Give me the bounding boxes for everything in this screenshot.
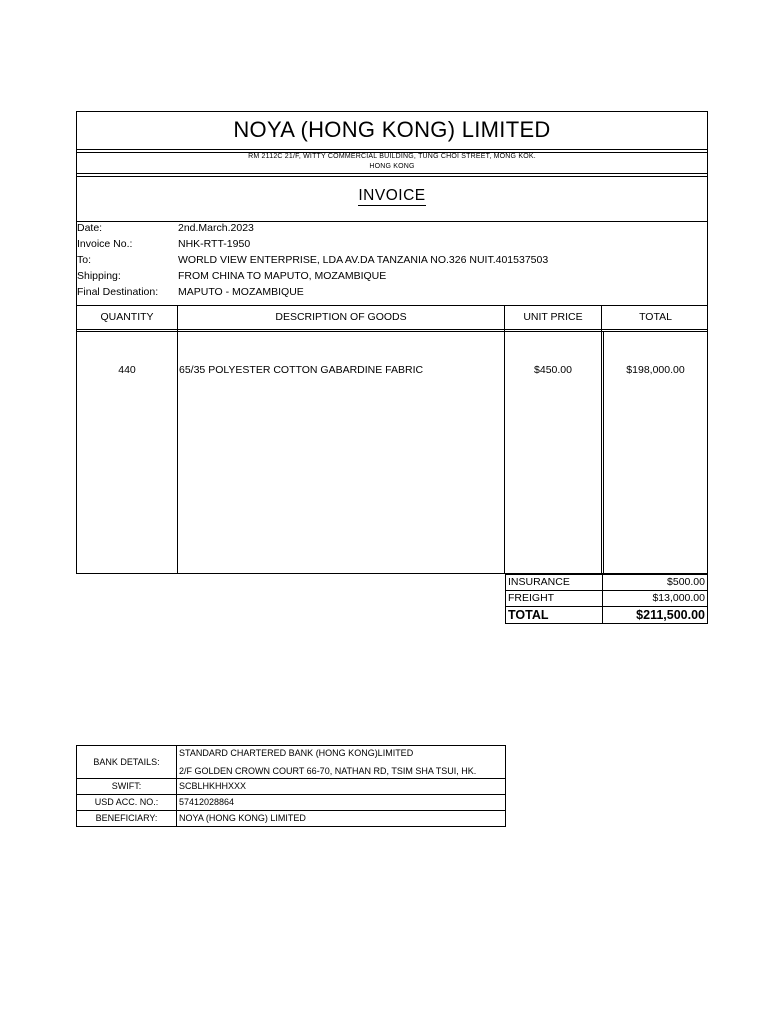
col-divider-1 [177, 305, 178, 574]
total-label: TOTAL [505, 606, 603, 624]
beneficiary-value: NOYA (HONG KONG) LIMITED [179, 813, 306, 823]
table-header-top-rule [76, 305, 708, 306]
swift-value: SCBLHKHHXXX [179, 781, 247, 791]
col-divider-2 [504, 305, 505, 574]
freight-label: FREIGHT [505, 590, 603, 607]
header-rule-bottom [76, 173, 708, 174]
invoice-title-text: INVOICE [358, 187, 426, 204]
column-header-total: TOTAL [639, 311, 672, 323]
beneficiary-label: BENEFICIARY: [95, 813, 158, 823]
header-rule-top [76, 149, 708, 150]
bank-row-rule-2 [76, 794, 506, 795]
freight-value: $13,000.00 [602, 590, 708, 607]
bank-row-rule-1 [76, 778, 506, 779]
bank-name: STANDARD CHARTERED BANK (HONG KONG)LIMITED [179, 748, 414, 758]
invoice-title [76, 186, 708, 206]
item-unit-price: $450.00 [534, 364, 572, 376]
table-header-bottom-rule-double [76, 331, 708, 332]
bank-row-rule-3 [76, 810, 506, 811]
company-address-line2: HONG KONG [369, 163, 415, 170]
insurance-value: $500.00 [602, 574, 708, 591]
item-description: 65/35 POLYESTER COTTON GABARDINE FABRIC [179, 364, 424, 376]
date-value: 2nd.March.2023 [178, 222, 254, 234]
header-rule-bottom-double [76, 176, 708, 177]
company-name: NOYA (HONG KONG) LIMITED [233, 117, 551, 142]
item-total: $198,000.00 [626, 364, 685, 376]
swift-label: SWIFT: [111, 781, 142, 791]
column-header-unit-price: UNIT PRICE [523, 311, 583, 323]
company-address-line1: RM 2112C 21/F, WITTY COMMERCIAL BUILDING, TUNG CHOI STREET, MONG KOK. [248, 153, 536, 160]
insurance-label: INSURANCE [505, 574, 603, 591]
column-header-description: DESCRIPTION OF GOODS [275, 311, 407, 323]
bank-details-label: BANK DETAILS: [93, 757, 160, 767]
invoice-no-value: NHK-RTT-1950 [178, 238, 251, 250]
bank-table-divider [176, 745, 177, 827]
col-divider-3 [601, 305, 602, 574]
final-destination-value: MAPUTO - MOZAMBIQUE [178, 286, 304, 298]
final-destination-label: Final Destination: [77, 286, 159, 298]
bank-address: 2/F GOLDEN CROWN COURT 66-70, NATHAN RD, TSIM SHA TSUI, HK. [179, 766, 477, 776]
total-value: $211,500.00 [602, 606, 708, 624]
table-header-bottom-rule [76, 329, 708, 330]
invoice-no-label: Invoice No.: [77, 238, 133, 250]
to-value: WORLD VIEW ENTERPRISE, LDA AV.DA TANZANIA NO.326 NUIT.401537503 [178, 254, 549, 266]
shipping-label: Shipping: [77, 270, 121, 282]
usd-account-label: USD ACC. NO.: [94, 797, 159, 807]
date-label: Date: [77, 222, 103, 234]
to-label: To: [77, 254, 92, 266]
shipping-value: FROM CHINA TO MAPUTO, MOZAMBIQUE [178, 270, 387, 282]
invoice-frame [76, 111, 708, 574]
usd-account-value: 57412028864 [179, 797, 235, 807]
item-quantity: 440 [118, 364, 136, 376]
column-header-quantity: QUANTITY [100, 311, 154, 323]
